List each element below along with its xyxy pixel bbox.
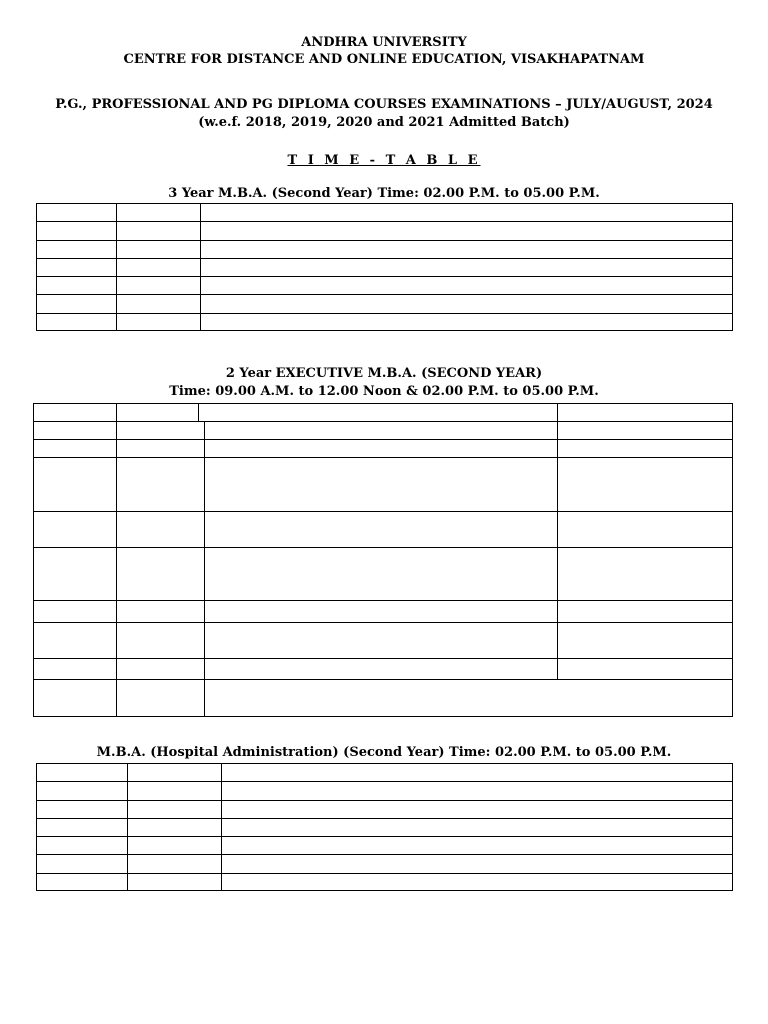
exam-title: P.G., PROFESSIONAL AND PG DIPLOMA COURSES EXAMINATIONS – JULY/AUGUST, 2024 [55, 97, 713, 112]
centre-name: CENTRE FOR DISTANCE AND ONLINE EDUCATION, VISAKHAPATNAM [123, 52, 645, 67]
section-title-executive-mba: 2 Year EXECUTIVE M.B.A. (SECOND YEAR) [225, 366, 543, 381]
timetable-grid-mba-3yr [36, 203, 733, 331]
admitted-batch: (w.e.f. 2018, 2019, 2020 and 2021 Admitted Batch) [198, 115, 570, 130]
section-title-mba-3yr: 3 Year M.B.A. (Second Year) Time: 02.00 P.M. to 05.00 P.M. [168, 186, 600, 201]
timetable-heading: T I M E - T A B L E [287, 153, 481, 168]
timetable-grid-executive-mba [33, 403, 733, 717]
section-time-executive-mba: Time: 09.00 A.M. to 12.00 Noon & 02.00 P.M. to 05.00 P.M. [169, 384, 599, 399]
section-title-hospital-admin: M.B.A. (Hospital Administration) (Second Year) Time: 02.00 P.M. to 05.00 P.M. [96, 745, 672, 760]
timetable-grid-hospital-admin [36, 763, 733, 891]
university-name: ANDHRA UNIVERSITY [301, 35, 467, 50]
